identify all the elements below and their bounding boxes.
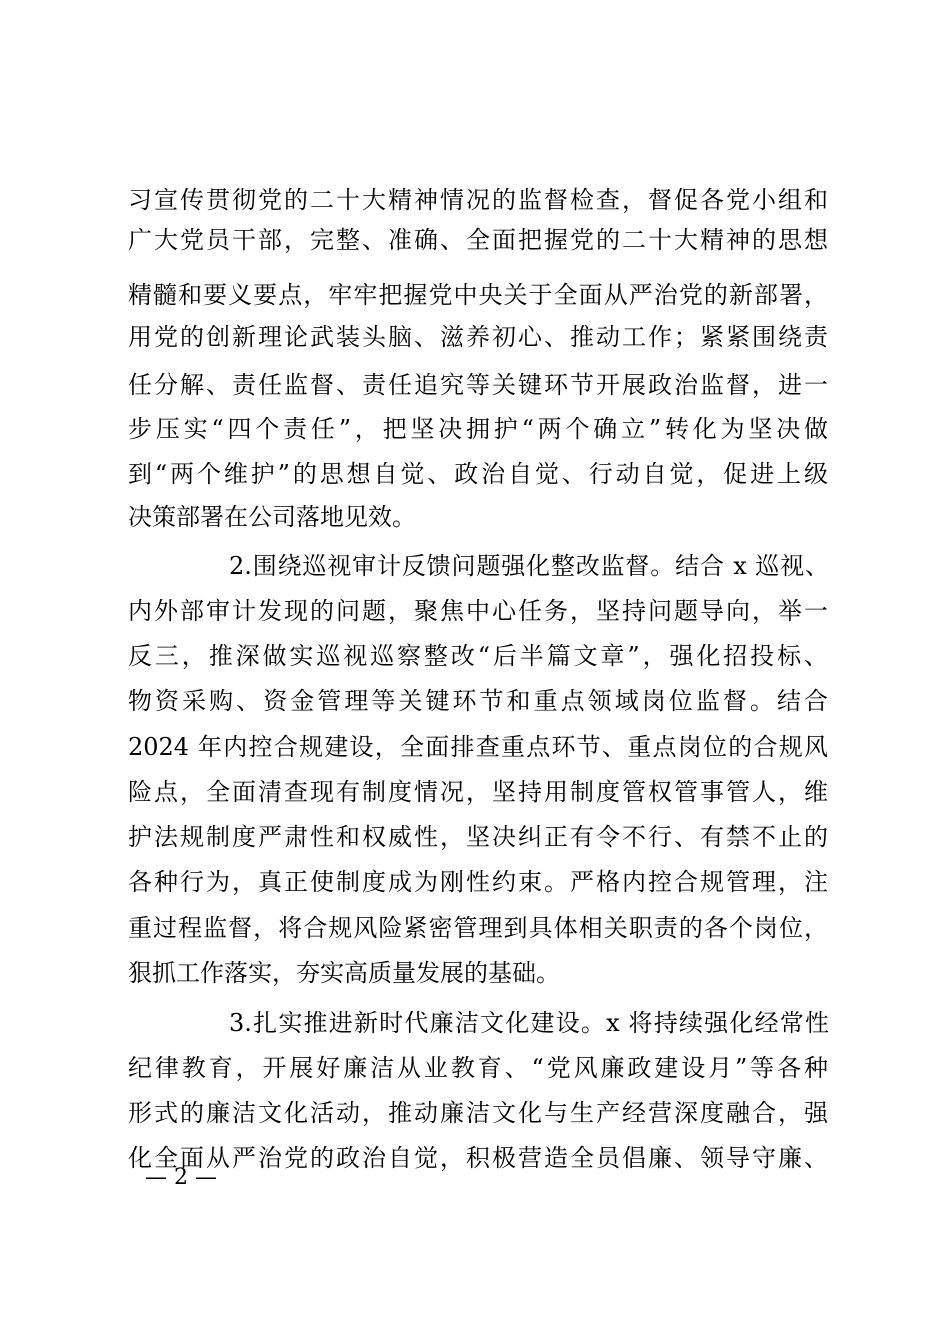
text-line: 纪律教育，开展好廉洁从业教育、“党风廉政建设月”等各种	[128, 1054, 828, 1082]
text-line: 习宣传贯彻党的二十大精神情况的监督检查，督促各党小组和	[128, 186, 828, 214]
text-line: 用党的创新理论武装头脑、滋养初心、推动工作；紧紧围绕责	[128, 323, 828, 351]
text-line: 精髓和要义要点，牢牢把握党中央关于全面从严治党的新部署，	[128, 281, 828, 309]
page-number: — 2 —	[145, 1165, 217, 1190]
text-line: 形式的廉洁文化活动，推动廉洁文化与生产经营深度融合，强	[128, 1099, 828, 1127]
text-line: 广大党员干部，完整、准确、全面把握党的二十大精神的思想	[128, 226, 828, 254]
text-line: 2.围绕巡视审计反馈问题强化整改监督。结合 x 巡视、	[229, 552, 829, 580]
text-line: 化全面从严治党的政治自觉，积极营造全员倡廉、领导守廉、	[128, 1144, 828, 1172]
text-line: 重过程监督，将合规风险紧密管理到具体相关职责的各个岗位，	[128, 914, 828, 942]
text-line: 3.扎实推进新时代廉洁文化建设。x 将持续强化经常性	[229, 1009, 829, 1037]
text-line: 到“两个维护”的思想自觉、政治自觉、行动自觉，促进上级	[128, 460, 828, 488]
text-line: 狠抓工作落实，夯实高质量发展的基础。	[128, 959, 560, 987]
text-line: 物资采购、资金管理等关键环节和重点领域岗位监督。结合	[128, 687, 828, 715]
text-line: 各种行为，真正使制度成为刚性约束。严格内控合规管理，注	[128, 868, 828, 896]
text-line: 决策部署在公司落地见效。	[128, 503, 416, 531]
text-line: 内外部审计发现的问题，聚焦中心任务，坚持问题导向，举一	[128, 597, 828, 625]
text-line: 反三，推深做实巡视巡察整改“后半篇文章”，强化招投标、	[128, 642, 828, 670]
text-line: 险点，全面清查现有制度情况，坚持用制度管权管事管人，维	[128, 778, 828, 806]
text-line: 护法规制度严肃性和权威性，坚决纠正有令不行、有禁不止的	[128, 823, 828, 851]
text-line: 2024 年内控合规建设，全面排查重点环节、重点岗位的合规风	[128, 733, 828, 761]
text-line: 步压实“四个责任”，把坚决拥护“两个确立”转化为坚决做	[128, 415, 828, 443]
text-line: 任分解、责任监督、责任追究等关键环节开展政治监督，进一	[128, 371, 828, 399]
